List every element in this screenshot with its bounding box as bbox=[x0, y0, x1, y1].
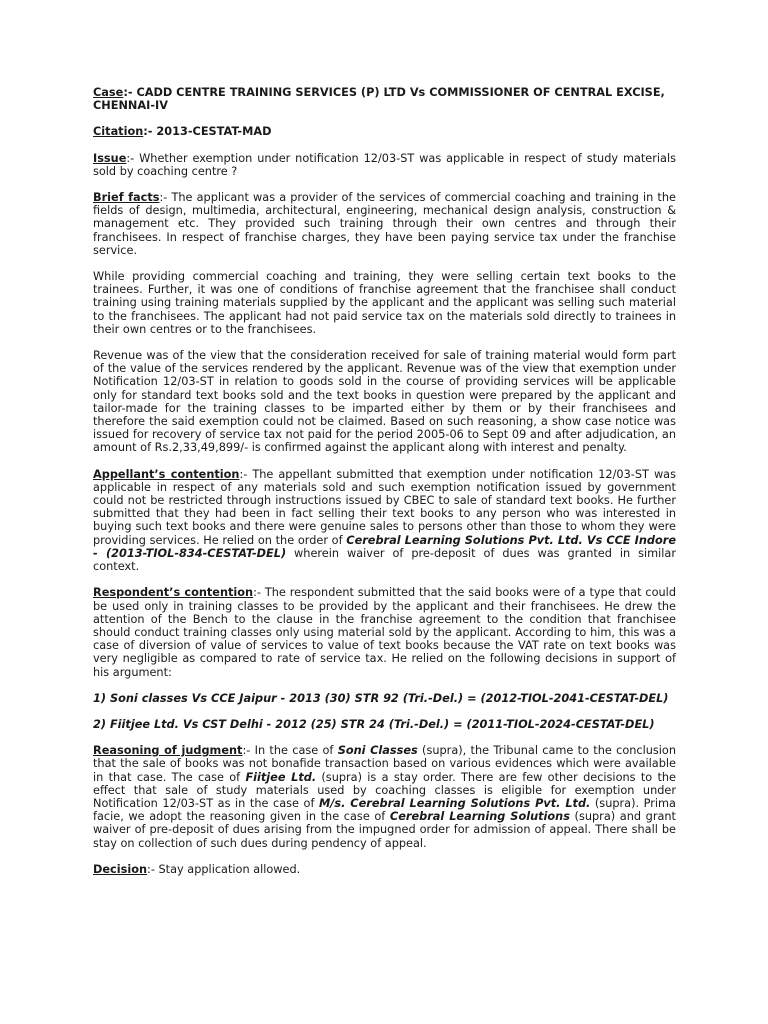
issue-text: :- Whether exemption under notification 12/03-ST was applicable in respect of study materials sold by coaching centre ? bbox=[93, 151, 676, 178]
citation-label: Citation bbox=[93, 125, 144, 139]
brief-facts-text: :- The applicant was a provider of the services of commercial coaching and training in the fields of design, multimedia, architectural, engineering, mechanical design analysis, construction & management etc. They provided such training through their own centres and through their franchisees. In respect of franchise charges, they have been paying service tax under the franchise service. bbox=[93, 191, 676, 257]
reasoning-ref-cerebral: Cerebral Learning Solutions bbox=[389, 810, 570, 824]
reasoning-text-4: (supra). Prima facie, we adopt the reasoning given in the case of bbox=[93, 796, 676, 824]
appellant-paragraph bbox=[93, 468, 676, 574]
respondent-text: :- The respondent submitted that the said books were of a type that could be used only in training classes to be provided by the applicant and their franchisees. He drew the attention of the Bench to the clause in the franchise agreement to the condition that franchisee should conduct training classes only using material sold by the applicant. According to him, this was a case of diversion of value of services to value of text books because the VAT rate on text books was very negligible as compared to rate of service tax. He relied on the following decisions in support of his argument: bbox=[93, 586, 676, 679]
reasoning-text-3: (supra) is a stay order. There are few other decisions to the effect that sale of study materials used by coaching classes is eligible for exemption under Notification 12/03-ST as in the case of bbox=[93, 770, 676, 810]
decision-paragraph bbox=[93, 863, 676, 876]
revenue-paragraph: Revenue was of the view that the consideration received for sale of training material would form part of the value of the services rendered by the applicant. Revenue was of the view that exemption under Notification 12/03-ST in relation to goods sold in the course of providing services will be applicable only for standard text books sold and the text books in question were prepared by the applicant and tailor-made for the training classes to be imparted either by them or by their franchisees and therefore the said exemption could not be claimed. Based on such reasoning, a show case notice was issued for recovery of service tax not paid for the period 2005-06 to Sept 09 and after adjudication, an amount of Rs.2,33,49,899/- is confirmed against the applicant along with interest and penalty. bbox=[93, 349, 676, 455]
providing-paragraph: While providing commercial coaching and training, they were selling certain text books to the trainees. Further, it was one of conditions of franchise agreement that the franchisee shall conduct training using training materials supplied by the applicant and the applicant was selling such material to the franchisees. The applicant had not paid service tax on the materials sold directly to trainees in their own centres or to the franchisees. bbox=[93, 270, 676, 336]
cited-decision-1: 1) Soni classes Vs CCE Jaipur - 2013 (30) STR 92 (Tri.-Del.) = (2012-TIOL-2041-CESTAT-DEL) bbox=[93, 691, 669, 705]
decision-label: Decision bbox=[93, 862, 148, 876]
reasoning-ref-cerebral-full: M/s. Cerebral Learning Solutions Pvt. Ltd. bbox=[319, 796, 591, 810]
case-separator: :- bbox=[123, 86, 137, 99]
issue-label: Issue bbox=[93, 151, 127, 165]
issue-paragraph bbox=[93, 152, 676, 178]
citation-line bbox=[93, 125, 676, 138]
reasoning-ref-fiitjee: Fiitjee Ltd. bbox=[245, 770, 317, 784]
case-heading bbox=[93, 86, 676, 112]
brief-facts-label: Brief facts bbox=[93, 191, 160, 205]
case-label: Case bbox=[93, 86, 124, 99]
appellant-text-2: wherein waiver of pre-deposit of dues was granted in similar context. bbox=[93, 546, 676, 574]
appellant-case-reference: Cerebral Learning Solutions Pvt. Ltd. Vs CCE Indore - (2013-TIOL-834-CESTAT-DEL) bbox=[93, 533, 677, 560]
citation-value: 2013-CESTAT-MAD bbox=[156, 125, 272, 139]
case-title: CADD CENTRE TRAINING SERVICES (P) LTD Vs COMMISSIONER OF CENTRAL EXCISE, CHENNAI-IV bbox=[93, 86, 665, 113]
decision-text: :- Stay application allowed. bbox=[147, 862, 301, 876]
reasoning-text-2: (supra), the Tribunal came to the conclusion that the sale of books was not bonafide transaction based on various evidences which were available in that case. The case of bbox=[93, 744, 676, 784]
brief-facts-paragraph bbox=[93, 191, 676, 257]
reasoning-label: Reasoning of judgment bbox=[93, 744, 243, 758]
respondent-label: Respondent’s contention bbox=[93, 586, 254, 600]
reasoning-ref-soni: Soni Classes bbox=[337, 744, 418, 758]
cited-decision-2: 2) Fiitjee Ltd. Vs CST Delhi - 2012 (25) STR 24 (Tri.-Del.) = (2011-TIOL-2024-CESTAT-DEL) bbox=[93, 717, 655, 731]
appellant-text-1: :- The appellant submitted that exemption under notification 12/03-ST was applicable in respect of any materials sold and such exemption notification issued by government could not be restricted through instructions issued by CBEC to sale of standard text books. He further submitted that they had been in fact selling their text books to any person who was interested in buying such text books and there were genuine sales to persons other than those to whom they were providing services. He relied on the order of bbox=[93, 467, 676, 547]
appellant-label: Appellant’s contention bbox=[93, 467, 240, 481]
respondent-paragraph bbox=[93, 586, 676, 678]
reasoning-paragraph bbox=[93, 744, 676, 850]
citation-separator: :- bbox=[143, 125, 157, 139]
reasoning-text-1: :- In the case of bbox=[242, 744, 338, 758]
reasoning-text-5: (supra) and grant waiver of pre-deposit of dues arising from the impugned order for admission of appeal. There shall be stay on collection of such dues during pendency of appeal. bbox=[93, 810, 676, 850]
